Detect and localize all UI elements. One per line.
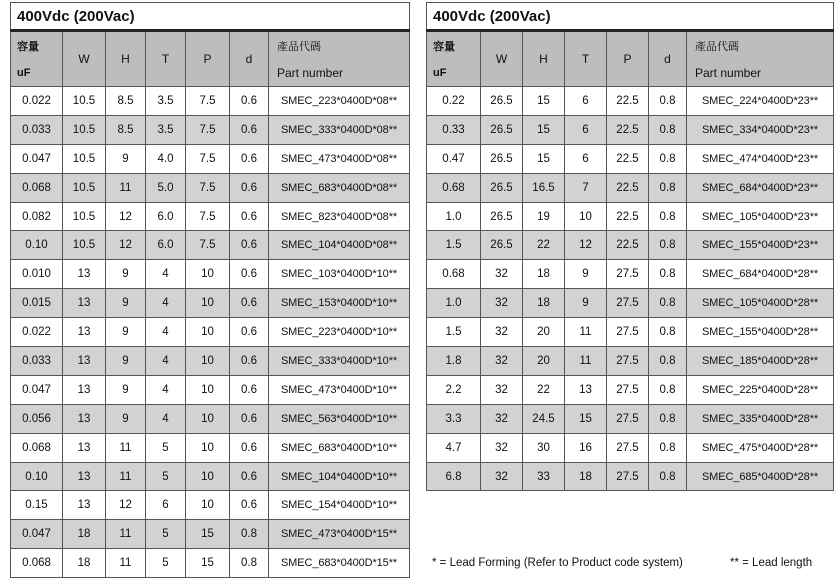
- capacitance-cell: 0.015: [11, 289, 63, 318]
- height-cell: 11: [106, 433, 146, 462]
- part-number-cell: SMEC_104*0400D*10**: [269, 462, 410, 491]
- part-number-cell: SMEC_473*0400D*08**: [269, 144, 410, 173]
- height-cell: 24.5: [523, 404, 565, 433]
- capacitance-cell: 6.8: [427, 462, 481, 491]
- table-row: [11, 491, 410, 520]
- capacitance-cell: 0.068: [11, 549, 63, 578]
- width-cell: 13: [63, 404, 106, 433]
- thickness-header: T: [146, 31, 186, 87]
- capacitance-cell: 0.033: [11, 347, 63, 376]
- thickness-cell: 7: [565, 173, 607, 202]
- part-number-cell: SMEC_153*0400D*10**: [269, 289, 410, 318]
- capacitance-cell: 0.033: [11, 115, 63, 144]
- pitch-cell: 7.5: [186, 115, 230, 144]
- table-row: [11, 375, 410, 404]
- pitch-cell: 27.5: [607, 289, 649, 318]
- height-cell: 20: [523, 318, 565, 347]
- pitch-header: P: [186, 31, 230, 87]
- capacitance-cell: 0.056: [11, 404, 63, 433]
- lead-diameter-cell: 0.8: [649, 173, 687, 202]
- height-cell: 18: [523, 289, 565, 318]
- part-code-header: 產品代碼: [687, 31, 834, 60]
- lead-length-footnote: ** = Lead length: [730, 557, 813, 569]
- width-cell: 26.5: [481, 231, 523, 260]
- capacitor-table-left: [10, 2, 410, 578]
- table-row: [11, 289, 410, 318]
- table-row: [427, 231, 834, 260]
- part-number-cell: SMEC_103*0400D*10**: [269, 260, 410, 289]
- capacitance-unit-header: uF: [11, 59, 63, 87]
- width-cell: 13: [63, 318, 106, 347]
- thickness-cell: 11: [565, 347, 607, 376]
- pitch-cell: 10: [186, 404, 230, 433]
- lead-diameter-cell: 0.6: [230, 289, 269, 318]
- capacitance-header: 容量: [427, 31, 481, 60]
- width-cell: 32: [481, 318, 523, 347]
- part-number-cell: SMEC_683*0400D*10**: [269, 433, 410, 462]
- thickness-cell: 15: [565, 404, 607, 433]
- lead-diameter-cell: 0.8: [649, 318, 687, 347]
- capacitance-header: 容量: [11, 31, 63, 60]
- table-row: [11, 520, 410, 549]
- height-cell: 30: [523, 433, 565, 462]
- width-cell: 10.5: [63, 173, 106, 202]
- lead-diameter-cell: 0.8: [649, 202, 687, 231]
- thickness-cell: 5: [146, 433, 186, 462]
- table-row: [11, 173, 410, 202]
- lead-diameter-cell: 0.8: [230, 549, 269, 578]
- height-cell: 19: [523, 202, 565, 231]
- width-header: W: [63, 31, 106, 87]
- table-row: [427, 289, 834, 318]
- pitch-cell: 22.5: [607, 231, 649, 260]
- part-code-header: 產品代碼: [269, 31, 410, 60]
- lead-diameter-cell: 0.6: [230, 87, 269, 116]
- part-number-cell: SMEC_154*0400D*10**: [269, 491, 410, 520]
- thickness-cell: 4.0: [146, 144, 186, 173]
- thickness-cell: 4: [146, 375, 186, 404]
- capacitance-cell: 4.7: [427, 433, 481, 462]
- width-cell: 26.5: [481, 87, 523, 116]
- part-number-cell: SMEC_475*0400D*28**: [687, 433, 834, 462]
- width-header: W: [481, 31, 523, 87]
- thickness-cell: 5: [146, 462, 186, 491]
- table-row: [427, 462, 834, 491]
- thickness-cell: 11: [565, 318, 607, 347]
- capacitance-cell: 0.047: [11, 520, 63, 549]
- lead-diameter-cell: 0.6: [230, 202, 269, 231]
- thickness-cell: 6: [565, 144, 607, 173]
- width-cell: 10.5: [63, 144, 106, 173]
- lead-diameter-cell: 0.8: [230, 520, 269, 549]
- table-row: [427, 144, 834, 173]
- thickness-cell: 3.5: [146, 115, 186, 144]
- capacitance-cell: 0.10: [11, 231, 63, 260]
- height-cell: 33: [523, 462, 565, 491]
- height-cell: 11: [106, 173, 146, 202]
- capacitance-cell: 0.22: [427, 87, 481, 116]
- height-cell: 9: [106, 318, 146, 347]
- pitch-cell: 27.5: [607, 347, 649, 376]
- pitch-cell: 7.5: [186, 202, 230, 231]
- part-number-cell: SMEC_684*0400D*23**: [687, 173, 834, 202]
- lead-diameter-cell: 0.6: [230, 115, 269, 144]
- table-row: [427, 318, 834, 347]
- height-cell: 12: [106, 231, 146, 260]
- width-cell: 18: [63, 520, 106, 549]
- capacitance-cell: 3.3: [427, 404, 481, 433]
- height-cell: 20: [523, 347, 565, 376]
- capacitance-cell: 1.0: [427, 202, 481, 231]
- height-cell: 9: [106, 144, 146, 173]
- pitch-cell: 22.5: [607, 144, 649, 173]
- table-row: [427, 404, 834, 433]
- height-header: H: [106, 31, 146, 87]
- width-cell: 32: [481, 433, 523, 462]
- part-number-cell: SMEC_473*0400D*10**: [269, 375, 410, 404]
- part-number-cell: SMEC_333*0400D*08**: [269, 115, 410, 144]
- capacitance-cell: 2.2: [427, 375, 481, 404]
- pitch-header: P: [607, 31, 649, 87]
- height-cell: 18: [523, 260, 565, 289]
- table-body: [427, 3, 834, 491]
- height-cell: 8.5: [106, 87, 146, 116]
- pitch-cell: 10: [186, 318, 230, 347]
- width-cell: 13: [63, 260, 106, 289]
- part-number-cell: SMEC_105*0400D*28**: [687, 289, 834, 318]
- pitch-cell: 7.5: [186, 87, 230, 116]
- pitch-cell: 22.5: [607, 115, 649, 144]
- width-cell: 10.5: [63, 115, 106, 144]
- part-number-header: Part number: [269, 59, 410, 87]
- thickness-cell: 4: [146, 318, 186, 347]
- pitch-cell: 10: [186, 462, 230, 491]
- height-cell: 9: [106, 260, 146, 289]
- thickness-cell: 13: [565, 375, 607, 404]
- part-number-cell: SMEC_223*0400D*08**: [269, 87, 410, 116]
- lead-diameter-cell: 0.6: [230, 318, 269, 347]
- capacitance-cell: 0.022: [11, 318, 63, 347]
- lead-diameter-cell: 0.6: [230, 260, 269, 289]
- height-cell: 9: [106, 347, 146, 376]
- table-row: [11, 347, 410, 376]
- thickness-cell: 5: [146, 520, 186, 549]
- height-cell: 15: [523, 144, 565, 173]
- lead-diameter-cell: 0.6: [230, 144, 269, 173]
- pitch-cell: 27.5: [607, 433, 649, 462]
- width-cell: 32: [481, 347, 523, 376]
- table-row: [427, 87, 834, 116]
- pitch-cell: 7.5: [186, 173, 230, 202]
- thickness-cell: 3.5: [146, 87, 186, 116]
- pitch-cell: 7.5: [186, 231, 230, 260]
- width-cell: 13: [63, 347, 106, 376]
- height-header: H: [523, 31, 565, 87]
- pitch-cell: 27.5: [607, 375, 649, 404]
- pitch-cell: 15: [186, 520, 230, 549]
- pitch-cell: 10: [186, 375, 230, 404]
- table-row: [427, 173, 834, 202]
- thickness-cell: 4: [146, 260, 186, 289]
- capacitance-cell: 0.010: [11, 260, 63, 289]
- width-cell: 32: [481, 462, 523, 491]
- capacitance-unit-header: uF: [427, 59, 481, 87]
- part-number-cell: SMEC_334*0400D*23**: [687, 115, 834, 144]
- table-row: [11, 87, 410, 116]
- table-row: [11, 115, 410, 144]
- height-cell: 11: [106, 520, 146, 549]
- lead-diameter-cell: 0.8: [649, 375, 687, 404]
- width-cell: 13: [63, 433, 106, 462]
- part-number-cell: SMEC_333*0400D*10**: [269, 347, 410, 376]
- thickness-cell: 9: [565, 289, 607, 318]
- capacitance-cell: 0.15: [11, 491, 63, 520]
- part-number-cell: SMEC_473*0400D*15**: [269, 520, 410, 549]
- table-row: [11, 231, 410, 260]
- capacitance-cell: 0.022: [11, 87, 63, 116]
- part-number-cell: SMEC_474*0400D*23**: [687, 144, 834, 173]
- diameter-header: d: [230, 31, 269, 87]
- capacitance-cell: 0.10: [11, 462, 63, 491]
- lead-diameter-cell: 0.6: [230, 404, 269, 433]
- lead-diameter-cell: 0.8: [649, 231, 687, 260]
- height-cell: 16.5: [523, 173, 565, 202]
- height-cell: 12: [106, 491, 146, 520]
- table-row: [427, 433, 834, 462]
- table-row: [11, 433, 410, 462]
- table-row: [11, 260, 410, 289]
- capacitance-cell: 0.33: [427, 115, 481, 144]
- capacitance-cell: 0.082: [11, 202, 63, 231]
- width-cell: 13: [63, 462, 106, 491]
- width-cell: 32: [481, 404, 523, 433]
- height-cell: 8.5: [106, 115, 146, 144]
- width-cell: 10.5: [63, 231, 106, 260]
- part-number-cell: SMEC_223*0400D*10**: [269, 318, 410, 347]
- lead-diameter-cell: 0.8: [649, 347, 687, 376]
- height-cell: 9: [106, 404, 146, 433]
- capacitance-cell: 1.0: [427, 289, 481, 318]
- part-number-cell: SMEC_823*0400D*08**: [269, 202, 410, 231]
- part-number-cell: SMEC_155*0400D*23**: [687, 231, 834, 260]
- thickness-cell: 6: [565, 87, 607, 116]
- width-cell: 18: [63, 549, 106, 578]
- thickness-cell: 5.0: [146, 173, 186, 202]
- height-cell: 22: [523, 375, 565, 404]
- lead-diameter-cell: 0.8: [649, 289, 687, 318]
- part-number-cell: SMEC_224*0400D*23**: [687, 87, 834, 116]
- width-cell: 32: [481, 260, 523, 289]
- table-row: [11, 318, 410, 347]
- pitch-cell: 10: [186, 347, 230, 376]
- pitch-cell: 27.5: [607, 404, 649, 433]
- height-cell: 11: [106, 462, 146, 491]
- pitch-cell: 27.5: [607, 462, 649, 491]
- pitch-cell: 27.5: [607, 260, 649, 289]
- thickness-cell: 9: [565, 260, 607, 289]
- pitch-cell: 10: [186, 491, 230, 520]
- pitch-cell: 10: [186, 433, 230, 462]
- pitch-cell: 10: [186, 289, 230, 318]
- width-cell: 26.5: [481, 202, 523, 231]
- height-cell: 12: [106, 202, 146, 231]
- thickness-cell: 4: [146, 347, 186, 376]
- thickness-cell: 12: [565, 231, 607, 260]
- part-number-cell: SMEC_683*0400D*08**: [269, 173, 410, 202]
- table-row: [11, 202, 410, 231]
- width-cell: 26.5: [481, 115, 523, 144]
- capacitance-cell: 1.5: [427, 318, 481, 347]
- table-row: [427, 115, 834, 144]
- height-cell: 9: [106, 289, 146, 318]
- part-number-cell: SMEC_335*0400D*28**: [687, 404, 834, 433]
- lead-diameter-cell: 0.8: [649, 462, 687, 491]
- pitch-cell: 15: [186, 549, 230, 578]
- height-cell: 15: [523, 87, 565, 116]
- lead-diameter-cell: 0.6: [230, 231, 269, 260]
- thickness-cell: 6: [146, 491, 186, 520]
- lead-diameter-cell: 0.6: [230, 462, 269, 491]
- part-number-cell: SMEC_185*0400D*28**: [687, 347, 834, 376]
- pitch-cell: 22.5: [607, 87, 649, 116]
- lead-diameter-cell: 0.8: [649, 260, 687, 289]
- table-title: 400Vdc (200Vac): [427, 3, 834, 31]
- pitch-cell: 22.5: [607, 202, 649, 231]
- table-row: [427, 260, 834, 289]
- thickness-cell: 6.0: [146, 202, 186, 231]
- capacitance-cell: 0.068: [11, 433, 63, 462]
- thickness-cell: 18: [565, 462, 607, 491]
- height-cell: 11: [106, 549, 146, 578]
- thickness-cell: 4: [146, 289, 186, 318]
- part-number-cell: SMEC_685*0400D*28**: [687, 462, 834, 491]
- capacitance-cell: 0.047: [11, 375, 63, 404]
- lead-diameter-cell: 0.6: [230, 173, 269, 202]
- part-number-cell: SMEC_225*0400D*28**: [687, 375, 834, 404]
- width-cell: 10.5: [63, 202, 106, 231]
- thickness-cell: 6.0: [146, 231, 186, 260]
- width-cell: 32: [481, 289, 523, 318]
- lead-diameter-cell: 0.8: [649, 144, 687, 173]
- capacitance-cell: 0.047: [11, 144, 63, 173]
- pitch-cell: 10: [186, 260, 230, 289]
- pitch-cell: 27.5: [607, 318, 649, 347]
- width-cell: 26.5: [481, 144, 523, 173]
- part-number-cell: SMEC_104*0400D*08**: [269, 231, 410, 260]
- capacitance-cell: 0.68: [427, 173, 481, 202]
- lead-forming-footnote: * = Lead Forming (Refer to Product code system): [432, 557, 683, 569]
- capacitance-cell: 0.47: [427, 144, 481, 173]
- table-row: [427, 202, 834, 231]
- table-row: [427, 347, 834, 376]
- lead-diameter-cell: 0.6: [230, 347, 269, 376]
- part-number-cell: SMEC_563*0400D*10**: [269, 404, 410, 433]
- capacitance-cell: 1.5: [427, 231, 481, 260]
- thickness-cell: 5: [146, 549, 186, 578]
- height-cell: 9: [106, 375, 146, 404]
- pitch-cell: 22.5: [607, 173, 649, 202]
- capacitance-cell: 1.8: [427, 347, 481, 376]
- part-number-cell: SMEC_105*0400D*23**: [687, 202, 834, 231]
- width-cell: 26.5: [481, 173, 523, 202]
- thickness-cell: 10: [565, 202, 607, 231]
- diameter-header: d: [649, 31, 687, 87]
- part-number-header: Part number: [687, 59, 834, 87]
- thickness-cell: 4: [146, 404, 186, 433]
- lead-diameter-cell: 0.8: [649, 87, 687, 116]
- table-row: [11, 462, 410, 491]
- thickness-cell: 6: [565, 115, 607, 144]
- width-cell: 10.5: [63, 87, 106, 116]
- part-number-cell: SMEC_683*0400D*15**: [269, 549, 410, 578]
- part-number-cell: SMEC_155*0400D*28**: [687, 318, 834, 347]
- lead-diameter-cell: 0.6: [230, 491, 269, 520]
- width-cell: 32: [481, 375, 523, 404]
- table-body: [11, 3, 410, 578]
- table-row: [427, 375, 834, 404]
- capacitor-table-right: [426, 2, 834, 491]
- lead-diameter-cell: 0.6: [230, 375, 269, 404]
- lead-diameter-cell: 0.8: [649, 433, 687, 462]
- height-cell: 22: [523, 231, 565, 260]
- table-row: [11, 404, 410, 433]
- capacitance-cell: 0.068: [11, 173, 63, 202]
- lead-diameter-cell: 0.8: [649, 115, 687, 144]
- capacitance-cell: 0.68: [427, 260, 481, 289]
- table-title: 400Vdc (200Vac): [11, 3, 410, 31]
- lead-diameter-cell: 0.8: [649, 404, 687, 433]
- pitch-cell: 7.5: [186, 144, 230, 173]
- table-row: [11, 549, 410, 578]
- width-cell: 13: [63, 375, 106, 404]
- height-cell: 15: [523, 115, 565, 144]
- thickness-cell: 16: [565, 433, 607, 462]
- thickness-header: T: [565, 31, 607, 87]
- width-cell: 13: [63, 289, 106, 318]
- table-row: [11, 144, 410, 173]
- lead-diameter-cell: 0.6: [230, 433, 269, 462]
- part-number-cell: SMEC_684*0400D*28**: [687, 260, 834, 289]
- width-cell: 13: [63, 491, 106, 520]
